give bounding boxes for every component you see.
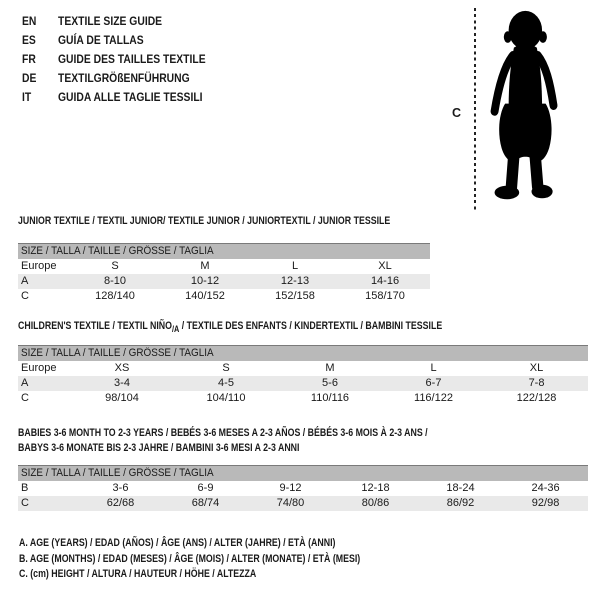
size-header-text: SIZE / TALLA / TAILLE / GRÖSSE / TAGLIA (21, 467, 214, 479)
children-heading-sub: /A (171, 324, 180, 335)
table-cell: 86/92 (418, 496, 503, 511)
table-cell: 24-36 (531, 482, 560, 494)
table-cell: S (222, 362, 230, 374)
babies-size-table (18, 465, 588, 511)
row-label: B (21, 482, 29, 494)
babies-heading-line1: BABIES 3-6 MONTH TO 2-3 YEARS / BEBÉS 3-6 MESES A 2-3 AÑOS / BÉBÉS 3-6 MOIS À 2-3 ANS / (18, 427, 428, 439)
table-cell: XL (529, 362, 544, 374)
table-cell: M (200, 260, 210, 272)
table-cell: 152/158 (275, 290, 315, 302)
table-cell: 12-18 (361, 482, 390, 494)
size-header-row (18, 346, 588, 362)
table-cell: 5-6 (278, 376, 382, 391)
size-header-row (18, 244, 430, 260)
language-row-en (22, 13, 206, 32)
table-cell: L (430, 362, 437, 374)
table-cell: 98/104 (105, 392, 139, 404)
language-title-list (22, 13, 206, 108)
table-cell: 10-12 (160, 274, 250, 289)
language-code: EN (22, 16, 37, 28)
babies-section-heading (18, 426, 530, 456)
table-row-height (18, 391, 588, 406)
footnote-b (19, 552, 446, 568)
table-row-age-months (18, 481, 588, 496)
table-cell: 4-5 (174, 376, 278, 391)
table-row-height (18, 289, 430, 304)
table-cell: XS (114, 362, 130, 374)
language-code: FR (22, 54, 36, 66)
children-heading-prefix: CHILDREN'S TEXTILE / TEXTIL NIÑO (18, 320, 172, 332)
language-title: TEXTILE SIZE GUIDE (58, 16, 163, 28)
row-label: A (18, 274, 70, 289)
table-row-europe (18, 361, 588, 376)
row-label: C (21, 290, 29, 302)
table-cell: 6-9 (197, 482, 214, 494)
size-header-cell (18, 466, 588, 482)
table-cell: 3-4 (70, 376, 174, 391)
table-cell: 80/86 (333, 496, 418, 511)
footnote-a (19, 536, 446, 552)
footnote-c-text: C. (cm) HEIGHT / ALTURA / HAUTEUR / HÖHE / ALTEZZA (19, 568, 257, 580)
row-label: Europe (21, 260, 57, 272)
table-cell: S (111, 260, 119, 272)
table-cell: 18-24 (446, 482, 475, 494)
table-cell: 158/170 (365, 290, 405, 302)
language-code: IT (22, 92, 32, 104)
height-measure-label: C (452, 106, 462, 120)
children-size-table (18, 345, 588, 406)
table-cell: 110/116 (310, 392, 350, 404)
table-cell: 6-7 (382, 376, 485, 391)
language-code: DE (22, 73, 37, 85)
table-cell: 122/128 (516, 392, 557, 404)
table-cell: 68/74 (163, 496, 248, 511)
footnote-c (19, 567, 446, 583)
table-cell: 14-16 (340, 274, 430, 289)
size-header-cell (18, 346, 588, 362)
table-cell: 7-8 (485, 376, 588, 391)
junior-size-table (18, 243, 430, 304)
language-row-es (22, 32, 206, 51)
table-cell: 104/110 (206, 392, 246, 404)
language-title: GUIDA ALLE TAGLIE TESSILI (58, 92, 203, 104)
row-label: Europe (21, 362, 57, 374)
size-header-cell (18, 244, 430, 260)
table-cell: XL (378, 260, 392, 272)
language-code: ES (22, 35, 36, 47)
table-row-height (18, 496, 588, 511)
footnote-legend (19, 536, 446, 583)
table-cell: 3-6 (112, 482, 129, 494)
children-heading-text (18, 319, 442, 337)
language-title: GUÍA DE TALLAS (58, 35, 144, 47)
row-label: A (18, 376, 70, 391)
size-header-text: SIZE / TALLA / TAILLE / GRÖSSE / TAGLIA (21, 347, 214, 359)
language-title: TEXTILGRÖßENFÜHRUNG (58, 73, 190, 85)
table-cell: 8-10 (70, 274, 160, 289)
table-row-age (18, 376, 588, 391)
table-row-age (18, 274, 430, 289)
language-title: GUIDE DES TAILLES TEXTILE (58, 54, 206, 66)
table-cell: 12-13 (250, 274, 340, 289)
table-cell: 74/80 (248, 496, 333, 511)
height-measure-dotted-line (474, 8, 476, 210)
table-cell: 140/152 (185, 290, 225, 302)
table-cell: 92/98 (503, 496, 588, 511)
row-label: C (18, 496, 78, 511)
junior-heading-text: JUNIOR TEXTILE / TEXTIL JUNIOR/ TEXTILE JUNIOR / JUNIORTEXTIL / JUNIOR TESSILE (18, 215, 391, 227)
language-row-fr (22, 51, 206, 70)
table-cell: L (291, 260, 299, 272)
table-cell: 62/68 (78, 496, 163, 511)
table-cell: 116/122 (414, 392, 453, 404)
table-row-europe (18, 259, 430, 274)
language-row-it (22, 89, 206, 108)
baby-silhouette-icon (484, 9, 572, 207)
size-header-row (18, 466, 588, 482)
children-section-heading (18, 319, 548, 337)
table-cell: 9-12 (279, 482, 302, 494)
children-heading-suffix: / TEXTILE DES ENFANTS / KINDERTEXTIL / BAMBINI TESSILE (179, 320, 443, 332)
junior-section-heading (18, 214, 483, 229)
table-cell: 128/140 (95, 290, 135, 302)
size-header-text: SIZE / TALLA / TAILLE / GRÖSSE / TAGLIA (21, 245, 214, 257)
language-row-de (22, 70, 206, 89)
table-cell: M (325, 362, 335, 374)
footnote-a-text: A. AGE (YEARS) / EDAD (AÑOS) / ÂGE (ANS) / ALTER (JAHRE) / ETÀ (ANNI) (19, 537, 336, 549)
footnote-b-text: B. AGE (MONTHS) / EDAD (MESES) / ÂGE (MOIS) / ALTER (MONATE) / ETÀ (MESI) (19, 552, 361, 565)
babies-heading-line2: BABYS 3-6 MONATE BIS 2-3 JAHRE / BAMBINI 3-6 MESI A 2-3 ANNI (18, 442, 300, 454)
row-label: C (21, 392, 29, 404)
